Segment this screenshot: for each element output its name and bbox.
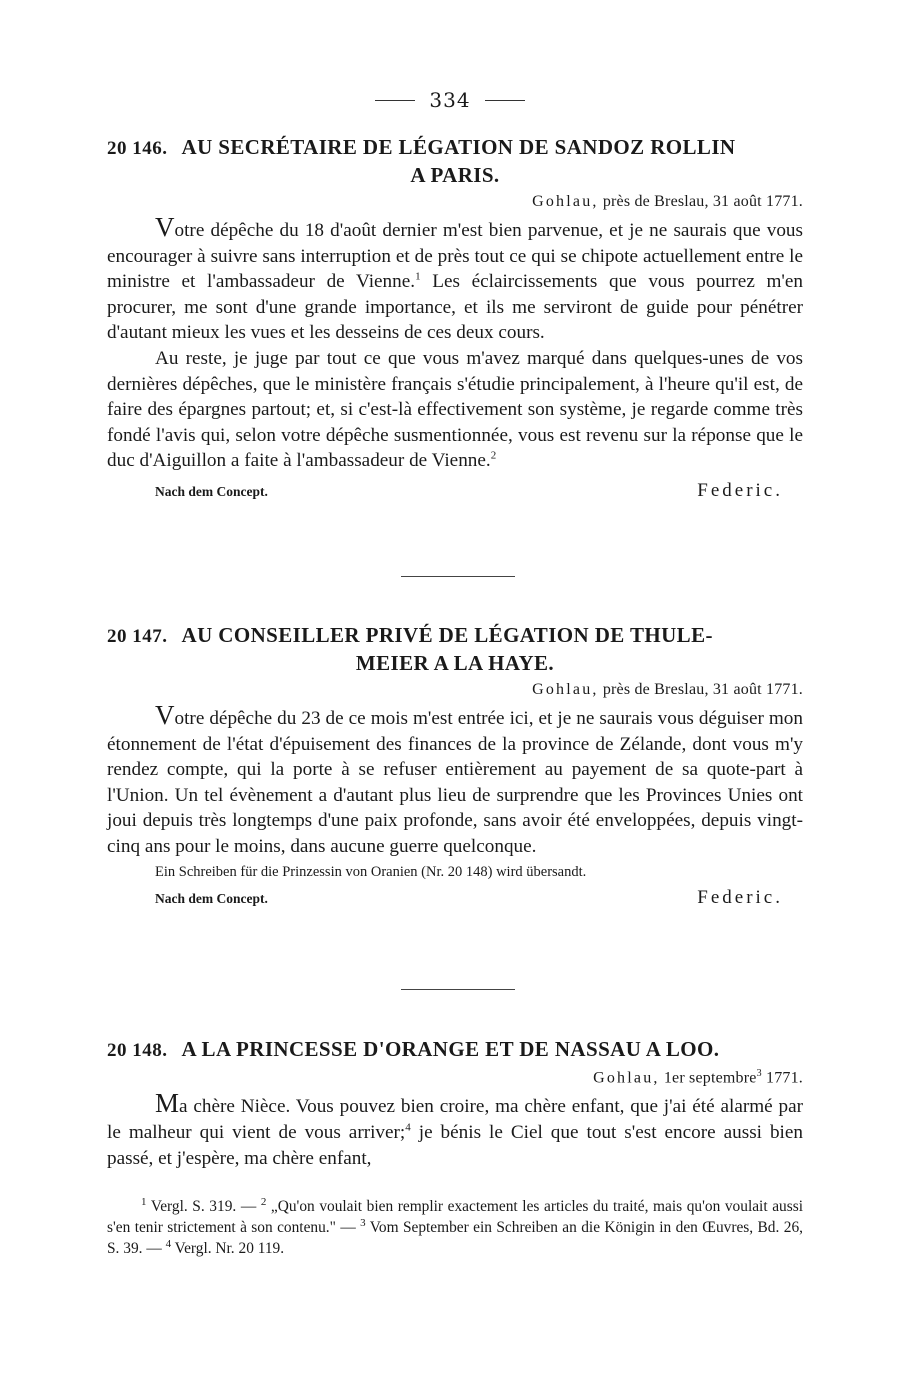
initial-letter: V bbox=[155, 700, 175, 730]
letter-dateline bbox=[107, 1068, 803, 1087]
footnote-ref: 1 bbox=[415, 270, 421, 283]
footnote-text: „Qu'on voulait bien remplir exactement les articles du traité, mais qu'on voulait aussi s'en tenir strictement à son contenu." — bbox=[107, 1198, 803, 1236]
header-rule-left bbox=[375, 100, 415, 101]
footnote-mark: 3 bbox=[360, 1216, 366, 1229]
letter-number: 20 148. bbox=[107, 1040, 168, 1061]
letter-closing bbox=[107, 887, 803, 909]
signature: Federic. bbox=[697, 886, 783, 908]
letter-20147 bbox=[107, 622, 803, 909]
footnote-mark: 2 bbox=[260, 1195, 267, 1208]
page-number: 334 bbox=[429, 88, 471, 112]
letter-paragraph bbox=[107, 1088, 804, 1171]
footnote-mark: 4 bbox=[165, 1237, 172, 1250]
footnote-text: Vom September ein Schreiben an die Königin in den Œuvres, Bd. 26, S. 39. — bbox=[107, 1219, 803, 1257]
letter-paragraph bbox=[107, 700, 803, 860]
footnote-ref: 3 bbox=[756, 1068, 762, 1079]
footnote-block bbox=[107, 1196, 803, 1259]
dateline-date: près de Breslau, 31 août 1771. bbox=[602, 681, 803, 698]
letter-heading bbox=[107, 134, 803, 189]
section-divider bbox=[401, 576, 515, 577]
source-note: Nach dem Concept. bbox=[155, 483, 268, 499]
letter-heading bbox=[107, 622, 803, 677]
letter-addressee: AU CONSEILLER PRIVÉ DE LÉGATION DE THULE- bbox=[181, 623, 713, 647]
footnote-mark: 1 bbox=[141, 1195, 147, 1208]
paragraph-text: je bénis le Ciel que tout s'est encore aussi bien passé, et j'espère, ma chère enfant, bbox=[107, 1121, 804, 1169]
letter-paragraph bbox=[107, 346, 803, 474]
paragraph-text: Au reste, je juge par tout ce que vous m'avez marqué dans quelques-unes de vos dernières dépêches, que le ministère français s'étudie principalement, à l'heure qu'il est, de faire des épargnes partout; et, si c'est-là effectivement son système, je regarde comme très fondé l'avis qui, selon votre dépêche susmentionnée, vous est revenu sur la réponse que le duc d'Aiguillon a faite à l'ambassadeur de Vienne. bbox=[107, 347, 803, 472]
dateline-date: près de Breslau, 31 août 1771. bbox=[602, 193, 803, 210]
footnote-ref: 4 bbox=[405, 1121, 411, 1134]
footnotes bbox=[107, 1196, 803, 1259]
letter-addressee: A LA PRINCESSE D'ORANGE ET DE NASSAU A LOO. bbox=[181, 1037, 720, 1061]
letter-addressee-continued: MEIER A LA HAYE. bbox=[355, 651, 555, 675]
letter-addressee-continued: A PARIS. bbox=[410, 163, 500, 187]
initial-letter: V bbox=[155, 212, 175, 242]
enclosure-note: Ein Schreiben für die Prinzessin von Oranien (Nr. 20 148) wird übersandt. bbox=[155, 863, 587, 880]
source-note: Nach dem Concept. bbox=[155, 890, 268, 906]
letter-dateline bbox=[107, 681, 803, 699]
letter-20146 bbox=[107, 134, 803, 502]
letter-closing bbox=[107, 480, 803, 502]
paragraph-text: otre dépêche du 18 d'août dernier m'est bien parvenue, et je ne saurais que vous encourager à suivre sans interruption et de près tout ce qui se chipote actuellement entre le ministre et l'ambassadeur de Vienne. bbox=[107, 220, 803, 293]
footnote-text: Vergl. S. 319. — bbox=[146, 1198, 261, 1215]
dateline-date: 1er septembre bbox=[663, 1069, 757, 1087]
footnote-ref: 2 bbox=[490, 449, 497, 462]
section-divider bbox=[401, 989, 515, 990]
letter-20148 bbox=[107, 1036, 803, 1171]
dateline-place: Gohlau, bbox=[593, 1069, 660, 1087]
paragraph-text: Les éclaircissements que vous pourrez m'en procurer, me sont d'une grande importance, et ils me serviront de guide pour pénétrer d'autant mieux les vues et les desseins de ces deux cours. bbox=[107, 271, 803, 344]
letter-heading bbox=[107, 1036, 803, 1064]
paragraph-text: a chère Nièce. Vous pouvez bien croire, ma chère enfant, que j'ai été alarmé par le malheur qui vient de vous arriver; bbox=[107, 1096, 803, 1143]
signature: Federic. bbox=[697, 479, 783, 501]
letter-paragraph bbox=[107, 212, 803, 346]
dateline-place: Gohlau, bbox=[532, 681, 599, 698]
dateline-year: 1771. bbox=[761, 1069, 803, 1087]
page-header bbox=[0, 88, 900, 112]
letter-number: 20 147. bbox=[107, 626, 168, 647]
letter-dateline bbox=[107, 193, 803, 211]
header-rule-right bbox=[485, 100, 525, 101]
dateline-place: Gohlau, bbox=[532, 193, 599, 210]
initial-letter: M bbox=[155, 1088, 180, 1119]
letter-addressee: AU SECRÉTAIRE DE LÉGATION DE SANDOZ ROLLIN bbox=[181, 135, 736, 159]
paragraph-text: otre dépêche du 23 de ce mois m'est entrée ici, et je ne saurais vous déguiser mon étonnement de l'état d'épuisement des finances de la province de Zélande, dont vous m'y rendez compte, qui la porte à se refuser entièrement au payement de sa quote-part à l'Union. Un tel évènement a d'autant plus lieu de surprendre que les Provinces Unies ont joui depuis très longtemps d'une paix profonde, sans avoir été enveloppées, depuis vingt-cinq ans pour le moins, dans aucune guerre quelconque. bbox=[107, 708, 803, 857]
footnote-text: Vergl. Nr. 20 119. bbox=[171, 1240, 285, 1257]
letter-number: 20 146. bbox=[107, 138, 168, 159]
